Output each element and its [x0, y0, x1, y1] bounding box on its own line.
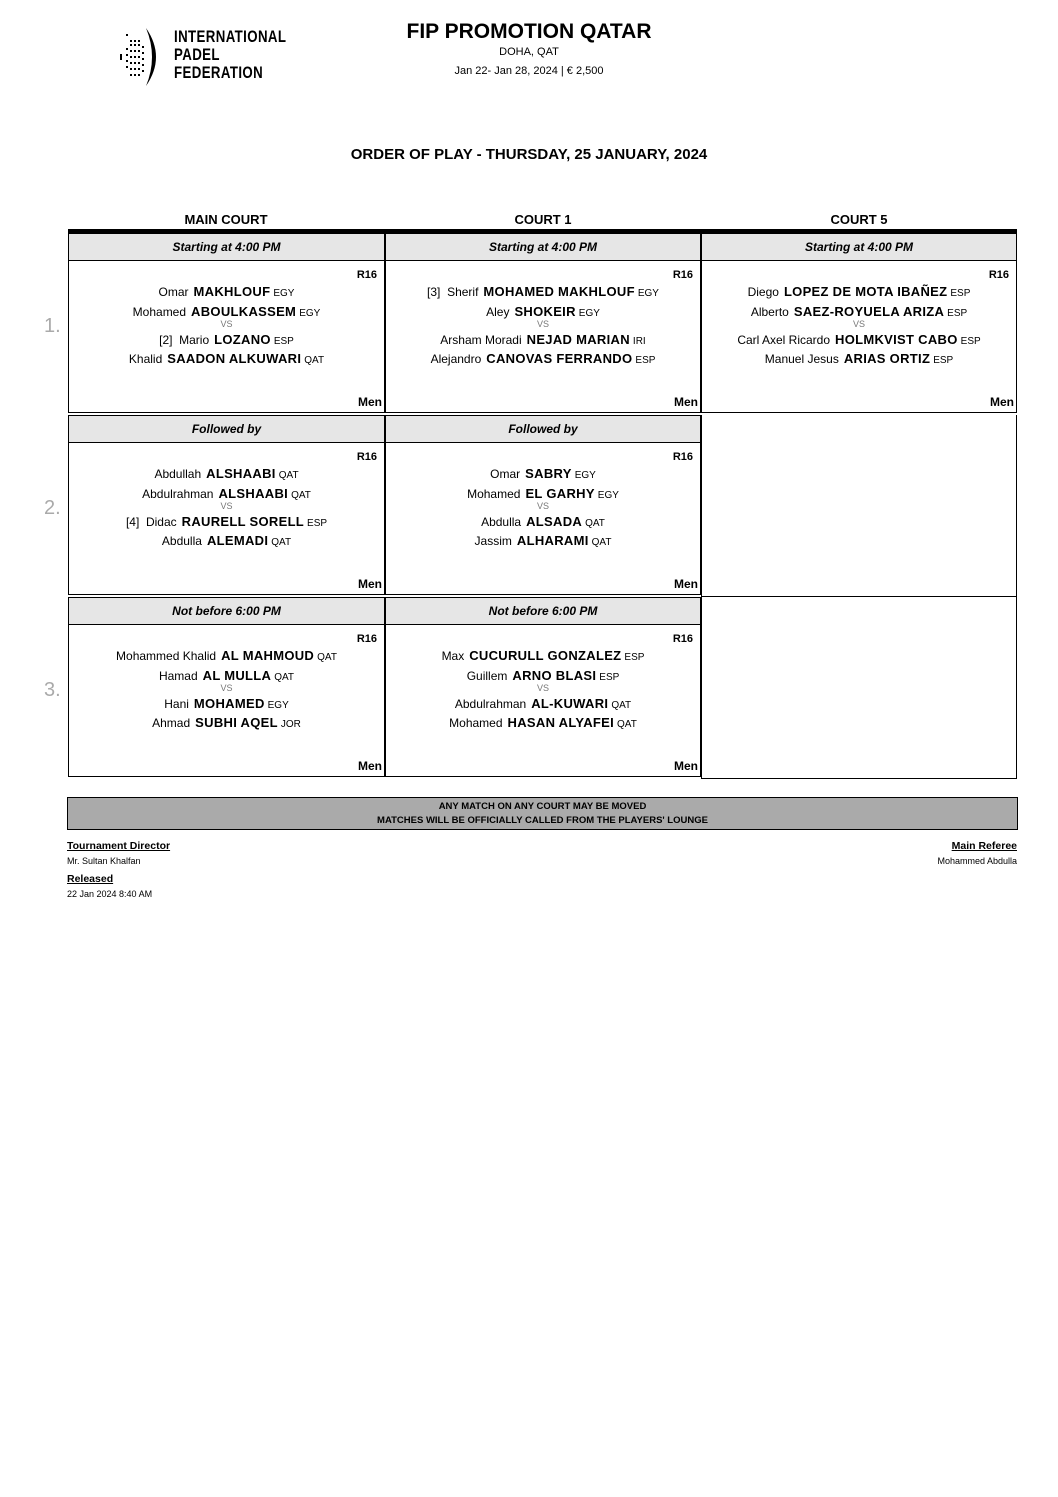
player-last-name: EL GARHY	[525, 486, 595, 501]
logo-line: PADEL	[174, 45, 220, 64]
match-card[interactable]	[385, 261, 701, 413]
match-time: Starting at 4:00 PM	[701, 233, 1017, 261]
match-card[interactable]	[68, 625, 385, 777]
player-nationality: ESP	[933, 355, 954, 366]
player-seed: [2]	[159, 333, 173, 347]
player-nationality: QAT	[278, 470, 299, 481]
vs-label: VS	[220, 319, 233, 329]
player-last-name: SUBHI AQEL	[195, 715, 278, 730]
player-nationality: QAT	[585, 518, 605, 529]
player-first-name: Abdulla	[161, 534, 202, 548]
notice-line: MATCHES WILL BE OFFICIALLY CALLED FROM THE PLAYERS' LOUNGE	[377, 815, 708, 826]
player-last-name: LOZANO	[214, 332, 271, 347]
player-last-name: SAEZ-ROYUELA ARIZA	[793, 304, 945, 319]
order-of-play-title: ORDER OF PLAY - THURSDAY, 25 JANUARY, 2024	[350, 146, 708, 163]
player-first-name: Alejandro	[430, 352, 482, 366]
player-first-name: Mohamed	[132, 305, 187, 319]
player-last-name: AL-KUWARI	[531, 696, 609, 711]
player-nationality: EGY	[597, 490, 619, 501]
match-card[interactable]	[385, 625, 701, 777]
court-header: MAIN COURT	[184, 212, 268, 227]
player	[69, 466, 384, 481]
player-last-name: ALEMADI	[206, 533, 269, 548]
tournament-title: FIP PROMOTION QATAR	[406, 20, 652, 43]
player-first-name: Mario	[179, 333, 210, 347]
player-nationality: ESP	[947, 308, 968, 319]
player-nationality: JOR	[280, 719, 301, 730]
player-first-name: Omar	[158, 285, 189, 299]
player-seed: [3]	[427, 285, 441, 299]
player-nationality: EGY	[637, 288, 659, 299]
player-nationality: QAT	[304, 355, 325, 366]
player-nationality: QAT	[291, 490, 311, 501]
player-last-name: ALHARAMI	[516, 533, 589, 548]
player	[702, 304, 1016, 319]
player-first-name: Khalid	[128, 352, 163, 366]
player-last-name: ABOULKASSEM	[191, 304, 297, 319]
player-nationality: EGY	[299, 308, 321, 319]
player	[69, 304, 384, 319]
vs-label: VS	[852, 319, 865, 329]
player	[386, 284, 700, 299]
tournament-dates: Jan 22- Jan 28, 2024 | € 2,500	[454, 65, 604, 77]
vs-label: VS	[220, 683, 233, 693]
player	[69, 514, 384, 529]
player	[69, 486, 384, 501]
player-nationality: EGY	[574, 470, 596, 481]
tournament-location: DOHA, QAT	[499, 46, 559, 58]
player-nationality: ESP	[599, 672, 620, 683]
player-first-name: Hani	[164, 697, 189, 711]
player-last-name: ALSHAABI	[206, 466, 276, 481]
director-label: Tournament Director	[67, 840, 171, 852]
player-last-name: ARIAS ORTIZ	[843, 351, 931, 366]
player-last-name: LOPEZ DE MOTA IBAÑEZ	[783, 284, 948, 299]
match-category: Men	[358, 577, 382, 591]
match-round: R16	[356, 633, 377, 645]
player-first-name: Abdullah	[154, 467, 202, 481]
match-category: Men	[674, 759, 698, 773]
player	[69, 648, 384, 663]
player	[386, 304, 700, 319]
logo-line: INTERNATIONAL	[174, 27, 287, 46]
referee-label: Main Referee	[951, 840, 1017, 852]
player-first-name: Arsham Moradi	[440, 333, 522, 347]
player	[69, 533, 384, 548]
match-card[interactable]	[68, 443, 385, 595]
match-card[interactable]	[701, 261, 1017, 413]
match-category: Men	[674, 395, 698, 409]
player	[702, 332, 1016, 347]
match-number: 2.	[44, 497, 61, 519]
director-name: Mr. Sultan Khalfan	[67, 856, 141, 866]
player-last-name: CUCURULL GONZALEZ	[469, 648, 622, 663]
player-nationality: QAT	[274, 672, 295, 683]
player-seed: [4]	[125, 515, 140, 529]
player-first-name: Diego	[747, 285, 779, 299]
player	[386, 696, 700, 711]
player-first-name: Hamad	[158, 669, 198, 683]
player-last-name: ALSADA	[526, 514, 583, 529]
vs-label: VS	[536, 501, 549, 511]
player	[386, 486, 700, 501]
match-category: Men	[358, 395, 382, 409]
match-category: Men	[358, 759, 382, 773]
court-header: COURT 1	[514, 212, 572, 227]
player	[386, 648, 700, 663]
player-last-name: HASAN ALYAFEI	[507, 715, 615, 730]
player	[386, 533, 700, 548]
player	[386, 668, 700, 683]
match-time: Starting at 4:00 PM	[385, 233, 701, 261]
match-category: Men	[674, 577, 698, 591]
match-card[interactable]	[385, 443, 701, 595]
player-nationality: QAT	[591, 537, 612, 548]
player-first-name: Mohammed Khalid	[116, 649, 217, 663]
player-first-name: Guillem	[466, 669, 508, 683]
match-round: R16	[672, 269, 693, 281]
player-last-name: SABRY	[525, 466, 572, 481]
player	[702, 284, 1016, 299]
player-nationality: EGY	[267, 700, 289, 711]
player-last-name: SAADON ALKUWARI	[167, 351, 302, 366]
player-last-name: MAKHLOUF	[193, 284, 271, 299]
player-last-name: AL MAHMOUD	[221, 648, 315, 663]
player	[69, 351, 384, 366]
released-time: 22 Jan 2024 8:40 AM	[67, 889, 153, 899]
player-nationality: ESP	[273, 336, 294, 347]
player-last-name: RAURELL SORELL	[181, 514, 305, 529]
vs-label: VS	[536, 683, 549, 693]
player-nationality: ESP	[624, 652, 645, 663]
player-last-name: ARNO BLASI	[512, 668, 597, 683]
player-nationality: EGY	[273, 288, 295, 299]
player-last-name: MOHAMED	[193, 696, 265, 711]
player-nationality: QAT	[611, 700, 632, 711]
player	[386, 351, 700, 366]
player-first-name: Jassim	[474, 534, 512, 548]
player-first-name: Max	[441, 649, 465, 663]
player-nationality: ESP	[635, 355, 656, 366]
vs-label: VS	[536, 319, 549, 329]
notice-line: ANY MATCH ON ANY COURT MAY BE MOVED	[438, 801, 647, 812]
match-round: R16	[672, 633, 693, 645]
player-first-name: Abdulrahman	[142, 487, 214, 501]
player-last-name: MOHAMED MAKHLOUF	[483, 284, 635, 299]
player-nationality: QAT	[271, 537, 292, 548]
referee-name: Mohammed Abdulla	[937, 856, 1017, 866]
notice-banner	[67, 797, 1018, 830]
player-first-name: Alberto	[750, 305, 789, 319]
player-nationality: ESP	[960, 336, 981, 347]
player-first-name: Carl Axel Ricardo	[737, 333, 831, 347]
match-round: R16	[988, 269, 1009, 281]
match-time: Followed by	[68, 415, 385, 443]
player	[386, 514, 700, 529]
player	[386, 715, 700, 730]
player-first-name: Sherif	[447, 285, 479, 299]
match-time: Followed by	[385, 415, 701, 443]
match-time: Starting at 4:00 PM	[68, 233, 385, 261]
player-last-name: NEJAD MARIAN	[526, 332, 630, 347]
player-first-name: Abdulrahman	[454, 697, 527, 711]
player-first-name: Didac	[145, 515, 177, 529]
match-round: R16	[672, 451, 693, 463]
player-first-name: Abdulla	[481, 515, 522, 529]
player-last-name: AL MULLA	[202, 668, 272, 683]
player-last-name: CANOVAS FERRANDO	[486, 351, 633, 366]
court-header: COURT 5	[830, 212, 888, 227]
player	[386, 332, 700, 347]
player	[69, 284, 384, 299]
match-round: R16	[356, 451, 377, 463]
player-first-name: Omar	[490, 467, 521, 481]
player	[69, 715, 384, 730]
player	[386, 466, 700, 481]
match-time: Not before 6:00 PM	[385, 597, 701, 625]
player-first-name: Mohamed	[467, 487, 521, 501]
match-number: 1.	[44, 315, 61, 337]
player-first-name: Mohamed	[449, 716, 503, 730]
match-card[interactable]	[68, 261, 385, 413]
empty-slot	[701, 415, 1017, 597]
player-last-name: HOLMKVIST CABO	[835, 332, 958, 347]
player-last-name: SHOKEIR	[514, 304, 576, 319]
player	[69, 696, 384, 711]
match-time: Not before 6:00 PM	[68, 597, 385, 625]
logo-line: FEDERATION	[174, 63, 264, 82]
match-category: Men	[990, 395, 1014, 409]
vs-label: VS	[220, 501, 233, 511]
player-nationality: QAT	[617, 719, 637, 730]
player-nationality: QAT	[317, 652, 337, 663]
player-first-name: Ahmad	[152, 716, 191, 730]
released-label: Released	[67, 873, 114, 885]
player	[69, 332, 384, 347]
player-nationality: IRI	[632, 336, 646, 347]
player-nationality: EGY	[578, 308, 600, 319]
player-nationality: ESP	[950, 288, 971, 299]
match-round: R16	[356, 269, 377, 281]
player	[702, 351, 1016, 366]
player	[69, 668, 384, 683]
player-first-name: Aley	[486, 305, 510, 319]
player-first-name: Manuel Jesus	[764, 352, 839, 366]
empty-slot	[701, 597, 1017, 779]
player-last-name: ALSHAABI	[218, 486, 289, 501]
match-number: 3.	[44, 679, 61, 701]
player-nationality: ESP	[307, 518, 328, 529]
